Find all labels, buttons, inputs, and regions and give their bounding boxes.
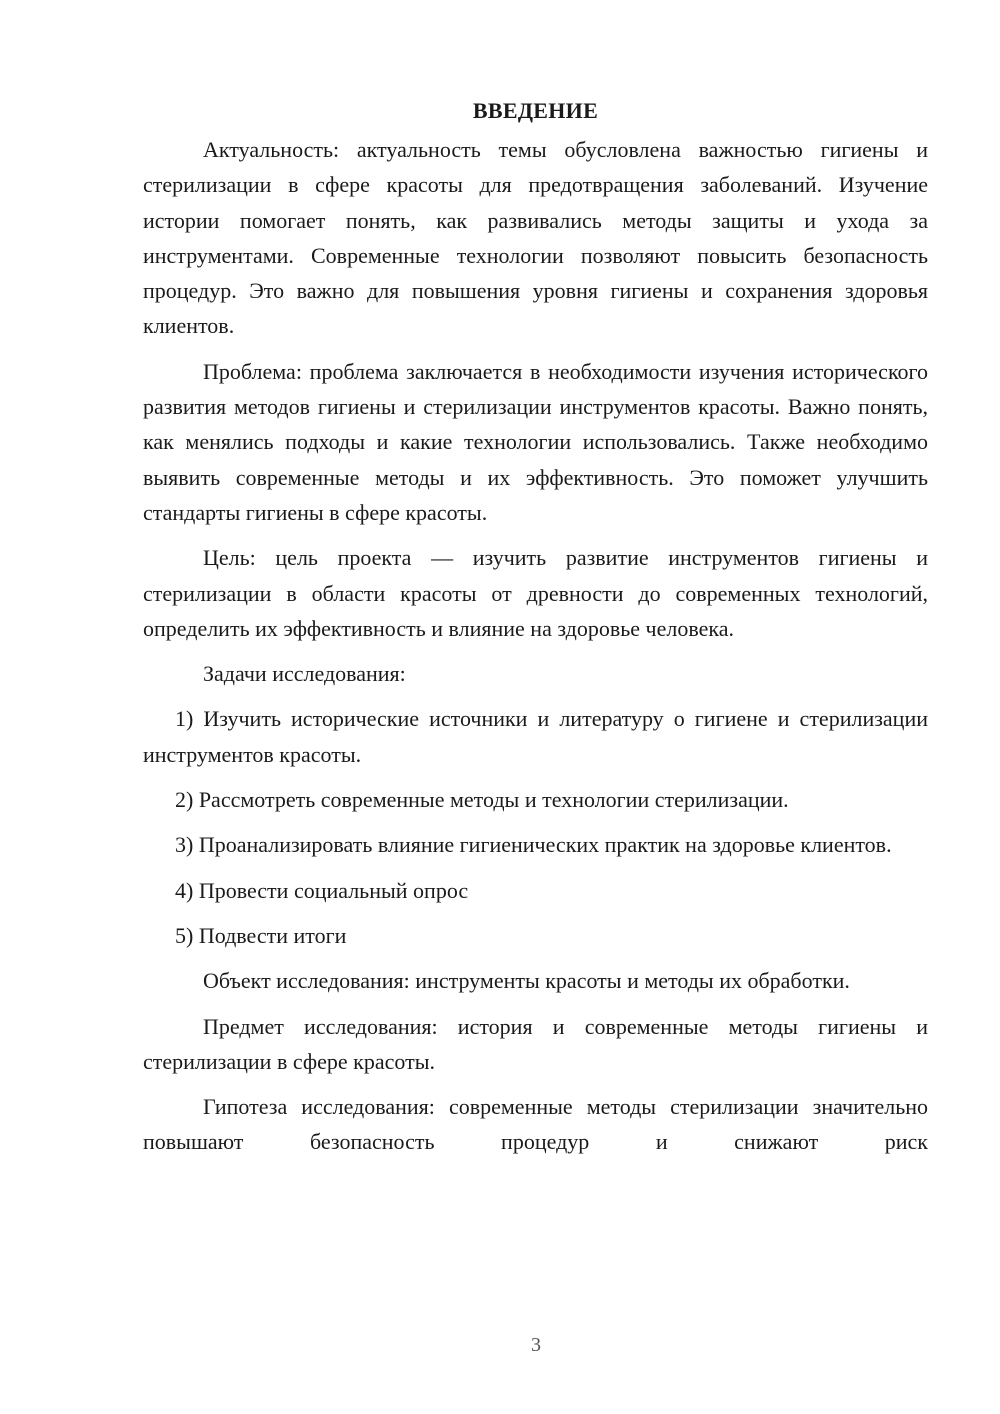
task-item-2: 2) Рассмотреть современные методы и технологии стерилизации.	[175, 787, 789, 813]
tasks-title: Задачи исследования:	[203, 661, 406, 687]
task-item-5: 5) Подвести итоги	[175, 922, 347, 948]
hypothesis-paragraph: Гипотеза исследования: современные методы стерилизации значительно повышают безопасность процедур и снижают риск	[143, 1094, 928, 1155]
section-heading: ВВЕДЕНИЕ	[472, 98, 599, 123]
subject-paragraph: Предмет исследования: история и современные методы гигиены и стерилизации в сфере красоты.	[143, 1013, 928, 1074]
page-number: 3	[531, 1334, 541, 1356]
object-paragraph: Объект исследования: инструменты красоты и методы их обработки.	[203, 968, 850, 994]
task-item-3: 3) Проанализировать влияние гигиенических практик на здоровье клиентов.	[175, 832, 892, 858]
relevance-paragraph: Актуальность: актуальность темы обусловлена важностью гигиены и стерилизации в сфере красоты для предотвращения заболеваний. Изучение истории помогает понять, как развивались методы защиты и ухода за инструментами. Современные технологии позволяют повысить безопасность процедур. Это важно для повышения уровня гигиены и сохранения здоровья клиентов.	[143, 137, 928, 339]
problem-paragraph: Проблема: проблема заключается в необходимости изучения исторического развития методов гигиены и стерилизации инструментов красоты. Важно понять, как менялись подходы и какие технологии использовались. Также необходимо выявить современные методы и их эффективность. Это поможет улучшить стандарты гигиены в сфере красоты.	[143, 358, 928, 525]
goal-paragraph: Цель: цель проекта — изучить развитие инструментов гигиены и стерилизации в области красоты от древности до современных технологий, определить их эффективность и влияние на здоровье человека.	[143, 545, 928, 641]
task-item-1: 1) Изучить исторические источники и литературу о гигиене и стерилизации инструментов красоты.	[143, 706, 928, 767]
page-content	[143, 96, 928, 1170]
task-item-4: 4) Провести социальный опрос	[175, 877, 469, 903]
